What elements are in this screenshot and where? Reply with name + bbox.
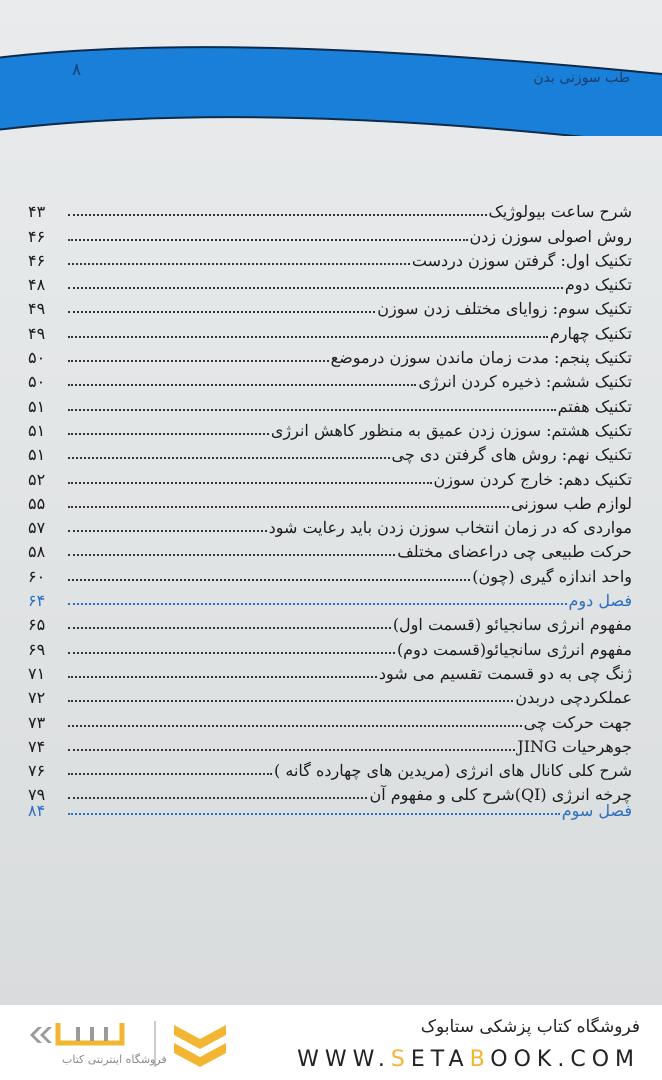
toc-row (28, 318, 632, 342)
leader-dots (68, 676, 377, 678)
leader-dots (68, 627, 391, 629)
leader-dots (68, 336, 548, 338)
toc-row (28, 513, 632, 537)
leader-dots (68, 263, 410, 265)
toc-page-number: ۴۹ (28, 299, 46, 319)
toc-row (28, 440, 632, 464)
toc-page-number: ۷۳ (28, 712, 46, 732)
toc-title: فصل دوم (568, 591, 632, 611)
toc-row (28, 537, 632, 561)
leader-dots (68, 409, 556, 411)
toc-chapter-row (28, 586, 632, 610)
arrows-icon (30, 1027, 52, 1043)
store-footer (0, 1005, 662, 1080)
leader-dots (68, 530, 267, 532)
toc-title: تکنیک نهم: روش های گرفتن دی چی (391, 445, 632, 465)
toc-title: مفهوم انرژی سانجیائو(قسمت دوم) (396, 639, 632, 659)
toc-page-number: ۵۱ (28, 445, 46, 465)
toc-chapter-row (28, 804, 632, 820)
toc-row (28, 707, 632, 731)
toc-title: واحد اندازه گیری (چون) (472, 566, 632, 586)
toc-row (28, 659, 632, 683)
leader-dots (68, 311, 375, 313)
leader-dots (68, 652, 395, 654)
leader-dots (68, 813, 560, 815)
toc-title: مفهوم انرژی سانجیائو (قسمت اول) (392, 615, 632, 635)
toc-row (28, 561, 632, 585)
page-number: ۸ (72, 60, 82, 80)
toc-page-number: ۵۷ (28, 518, 46, 538)
toc-row (28, 683, 632, 707)
leader-dots (68, 506, 509, 508)
toc-title: تکنیک دهم: خارج کردن سوزن (433, 469, 632, 489)
toc-page-number: ۷۶ (28, 761, 46, 781)
table-of-contents (28, 197, 632, 820)
toc-title: فصل سوم (561, 804, 632, 821)
toc-title: جوهرحیات JING (517, 736, 632, 756)
running-title: طب سوزنی بدن (533, 70, 630, 86)
toc-page-number: ۷۱ (28, 663, 46, 683)
toc-page-number: ۴۸ (28, 275, 46, 295)
toc-title: روش اصولی سوزن زدن (469, 226, 632, 246)
toc-row (28, 732, 632, 756)
leader-dots (68, 797, 367, 799)
leader-dots (68, 700, 513, 702)
toc-row (28, 610, 632, 634)
logo-tagline: فروشگاه اینترنتی کتاب (62, 1053, 167, 1066)
toc-page-number: ۵۸ (28, 542, 46, 562)
toc-page-number: ۶۰ (28, 566, 46, 586)
store-url[interactable]: WWW.SETABOOK.COM (297, 1047, 640, 1072)
toc-page-number: ۶۴ (28, 591, 46, 611)
leader-dots (68, 603, 567, 605)
toc-row (28, 270, 632, 294)
toc-row (28, 246, 632, 270)
toc-title: چرخه انرژی (QI)شرح کلی و مفهوم آن (369, 785, 632, 805)
toc-page-number: ۴۶ (28, 226, 46, 246)
toc-page-number: ۵۱ (28, 420, 46, 440)
toc-row (28, 756, 632, 780)
toc-page-number: ۵۱ (28, 396, 46, 416)
toc-row (28, 294, 632, 318)
toc-title: عملکردچی دربدن (515, 688, 632, 708)
leader-dots (68, 384, 416, 386)
toc-row (28, 391, 632, 415)
leader-dots (68, 482, 432, 484)
toc-row (28, 367, 632, 391)
leader-dots (68, 287, 563, 289)
toc-title: تکنیک هفتم (557, 396, 632, 416)
toc-title: حرکت طبیعی چی دراعضای مختلف (397, 542, 632, 562)
leader-dots (68, 457, 390, 459)
leader-dots (68, 239, 468, 241)
leader-dots (68, 433, 269, 435)
toc-page-number: ۸۴ (28, 804, 46, 821)
toc-page-number: ۵۵ (28, 493, 46, 513)
toc-title: شرح ساعت بیولوژیک (488, 202, 632, 222)
leader-dots (68, 214, 487, 216)
leader-dots (68, 749, 515, 751)
leader-dots (68, 579, 470, 581)
toc-title: تکنیک هشتم: سوزن زدن عمیق به منظور کاهش انرژی (270, 420, 632, 440)
toc-page-number: ۷۲ (28, 688, 46, 708)
toc-title: تکنیک اول: گرفتن سوزن دردست (411, 250, 632, 270)
toc-page-number: ۵۰ (28, 348, 46, 368)
toc-page-number: ۷۴ (28, 736, 46, 756)
toc-page-number: ۷۹ (28, 785, 46, 805)
toc-title: ژنگ چی به دو قسمت تقسیم می شود (378, 663, 632, 683)
setabook-logo (22, 1013, 262, 1075)
leader-dots (68, 773, 272, 775)
toc-row (28, 489, 632, 513)
toc-row (28, 464, 632, 488)
toc-title: تکنیک چهارم (549, 323, 632, 343)
chevron-logo-icon (174, 1025, 226, 1067)
toc-row (28, 634, 632, 658)
toc-row (28, 197, 632, 221)
toc-title: تکنیک پنجم: مدت زمان ماندن سوزن درموضع (330, 348, 632, 368)
toc-title: شرح کلی کانال های انرژی (مریدین های چهارده گانه ) (274, 761, 632, 781)
toc-title: تکنیک ششم: ذخیره کردن انرژی (418, 372, 632, 392)
toc-row (28, 221, 632, 245)
toc-title: جهت حرکت چی (523, 712, 632, 732)
toc-title: مواردی که در زمان انتخاب سوزن زدن باید رعایت شود (268, 518, 632, 538)
toc-page-number: ۵۰ (28, 372, 46, 392)
toc-row (28, 343, 632, 367)
toc-page-number: ۴۶ (28, 250, 46, 270)
toc-title: تکنیک دوم (564, 275, 632, 295)
toc-page-number: ۵۲ (28, 469, 46, 489)
store-name: فروشگاه کتاب پزشکی ستابوک (420, 1017, 640, 1037)
toc-title: لوازم طب سوزنی (510, 493, 632, 513)
toc-page-number: ۴۹ (28, 323, 46, 343)
leader-dots (68, 725, 522, 727)
toc-row (28, 416, 632, 440)
toc-title: تکنیک سوم: زوایای مختلف زدن سوزن (377, 299, 632, 319)
toc-page-number: ۶۹ (28, 639, 46, 659)
toc-page-number: ۶۵ (28, 615, 46, 635)
leader-dots (68, 360, 329, 362)
toc-row (28, 780, 632, 804)
leader-dots (68, 554, 395, 556)
toc-page-number: ۴۳ (28, 202, 46, 222)
